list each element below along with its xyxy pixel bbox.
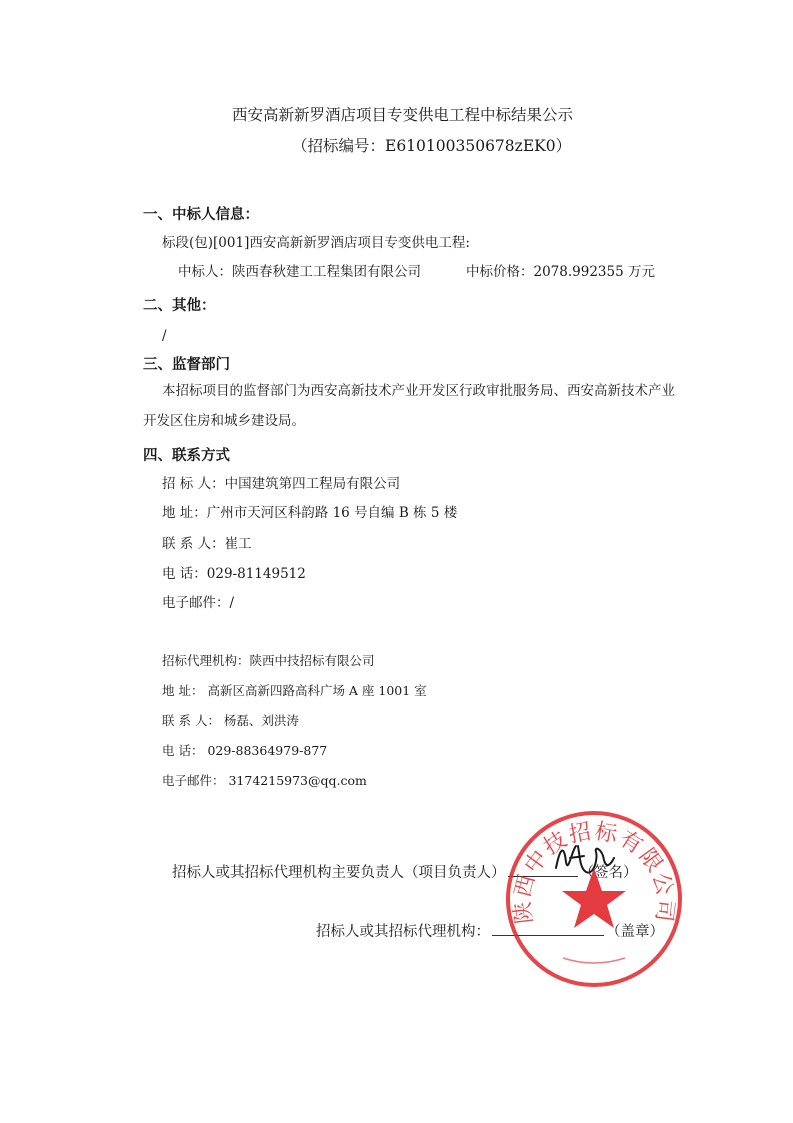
- lot-line: 标段(包)[001]西安高新新罗酒店项目专变供电工程:: [162, 235, 470, 251]
- agency-email: 电子邮件： 3174215973@qq.com: [162, 773, 367, 788]
- tender-number: （招标编号：E610100350678zEK0）: [292, 137, 572, 155]
- signature-line-1-suffix: （签名）: [579, 865, 638, 881]
- agency-phone: 电 话： 029-88364979-877: [162, 743, 328, 758]
- section-1-heading: 一、中标人信息：: [143, 207, 259, 223]
- tenderer-name: 招 标 人：中国建筑第四工程局有限公司: [162, 476, 401, 492]
- signature-line-1-text: 招标人或其招标代理机构主要负责人（项目负责人）: [172, 865, 506, 881]
- section-2-heading: 二、其他：: [143, 298, 216, 314]
- agency-address: 地 址： 高新区高新四路高科广场 A 座 1001 室: [162, 683, 427, 698]
- svg-text:陕西中技招标有限公司: 陕西中技招标有限公司: [510, 819, 678, 926]
- agency-name: 招标代理机构：陕西中技招标有限公司: [162, 653, 375, 668]
- supervision-line-1: 本招标项目的监督部门为西安高新技术产业开发区行政审批服务局、西安高新技术产业: [162, 383, 675, 399]
- agency-contact: 联 系 人： 杨磊、刘洪涛: [162, 713, 299, 728]
- price-line: 中标价格：2078.992355 万元: [466, 264, 655, 280]
- winner-line: 中标人：陕西春秋建工工程集团有限公司: [178, 264, 421, 280]
- document-title: 西安高新新罗酒店项目专变供电工程中标结果公示: [232, 106, 574, 124]
- other-value: /: [162, 328, 167, 344]
- tenderer-phone: 电 话：029-81149512: [162, 566, 306, 582]
- signature-line-2-text: 招标人或其招标代理机构：: [316, 924, 490, 940]
- tenderer-email: 电子邮件：/: [162, 595, 235, 611]
- official-seal: [503, 808, 685, 990]
- section-3-heading: 三、监督部门: [143, 357, 230, 373]
- tenderer-contact: 联 系 人：崔工: [162, 536, 252, 552]
- supervision-line-2: 开发区住房和城乡建设局。: [143, 413, 305, 429]
- tenderer-address: 地 址：广州市天河区科韵路 16 号自编 B 栋 5 楼: [162, 505, 458, 521]
- signature-line-2-suffix: （盖章）: [606, 924, 664, 940]
- section-4-heading: 四、联系方式: [143, 448, 230, 464]
- handwritten-signature: [550, 838, 620, 880]
